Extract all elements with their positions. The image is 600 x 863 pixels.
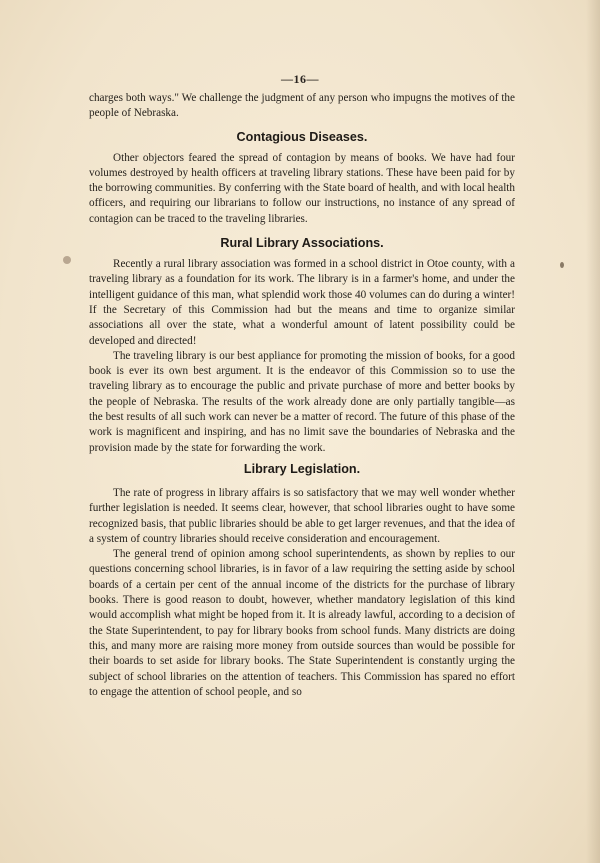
binding-hole-mark (63, 256, 71, 264)
page-edge-shadow (586, 0, 600, 863)
paragraph-rate-of-progress: The rate of progress in library affairs is so satisfactory that we may well wonder whether further legislation is needed. It seems clear, however, that school libraries ought to have some recognized basis, that public libraries should be able to get larger revenues, and that the idea of a system of country libraries should receive consideration and encouragement. (89, 486, 515, 545)
paragraph-traveling-library: The traveling library is our best appliance for promoting the mission of books, for a good book is ever its own best argument. It is the endeavor of this Commission so to use the traveling library as to encourage the public and private purchase of more and better books by the people of Nebraska. The results of the work already done are only partially tangible—as the best results of all such work can never be a matter of record. The future of this phase of the work is magnificent and inspiring, and has no limit save the boundaries of Nebraska and the provision made by the state for forwarding the work. (89, 349, 515, 454)
page-number: —16— (281, 72, 319, 86)
page-body (89, 91, 515, 700)
paper-speck (560, 262, 564, 268)
continued-paragraph: charges both ways." We challenge the judgment of any person who impugns the motives of the people of Nebraska. (89, 92, 515, 120)
paragraph-rural-association: Recently a rural library association was formed in a school district in Otoe county, with a traveling library as a foundation for its work. The library is in a farmer's home, and under the intelligent guidance of this man, what splendid work those 40 volumes can do during a winter! If the Secretary of this Commission had but the means and time to organize similar associations all over the state, what a wonderful amount of latent possibility could be developed and directed! (89, 258, 515, 347)
heading-library-legislation: Library Legislation. (243, 461, 361, 476)
paragraph-general-trend: The general trend of opinion among school superintendents, as shown by replies to our questions concerning school libraries, is in favor of a law requiring the setting aside by school boards of a certain per cent of the annual income of the districts for the purchase of library books. There is good reason to doubt, however, whether mandatory legislation of this kind would accomplish what might be hoped from it. It is already lawful, according to a decision of the State Superintendent, to pay for library books from school funds. Many districts are doing this, and many more are raising more money from outside sources than would be possible for their boards to set aside for library books. The State Superintendent is constantly urging the subject of school libraries on the attention of teachers. This Commission has spared no effort to engage the attention of school people, and so (89, 548, 515, 698)
heading-contagious-diseases: Contagious Diseases. (236, 129, 368, 144)
heading-rural-library-associations: Rural Library Associations. (220, 236, 384, 251)
paragraph-contagion: Other objectors feared the spread of contagion by means of books. We have had four volumes destroyed by health officers at traveling library stations. These have been paid for by the borrowing communities. By conferring with the State board of health, and with local health officers, and requiring our librarians to follow our instructions, no instance of any spread of contagion can be traced to the traveling libraries. (89, 151, 515, 225)
